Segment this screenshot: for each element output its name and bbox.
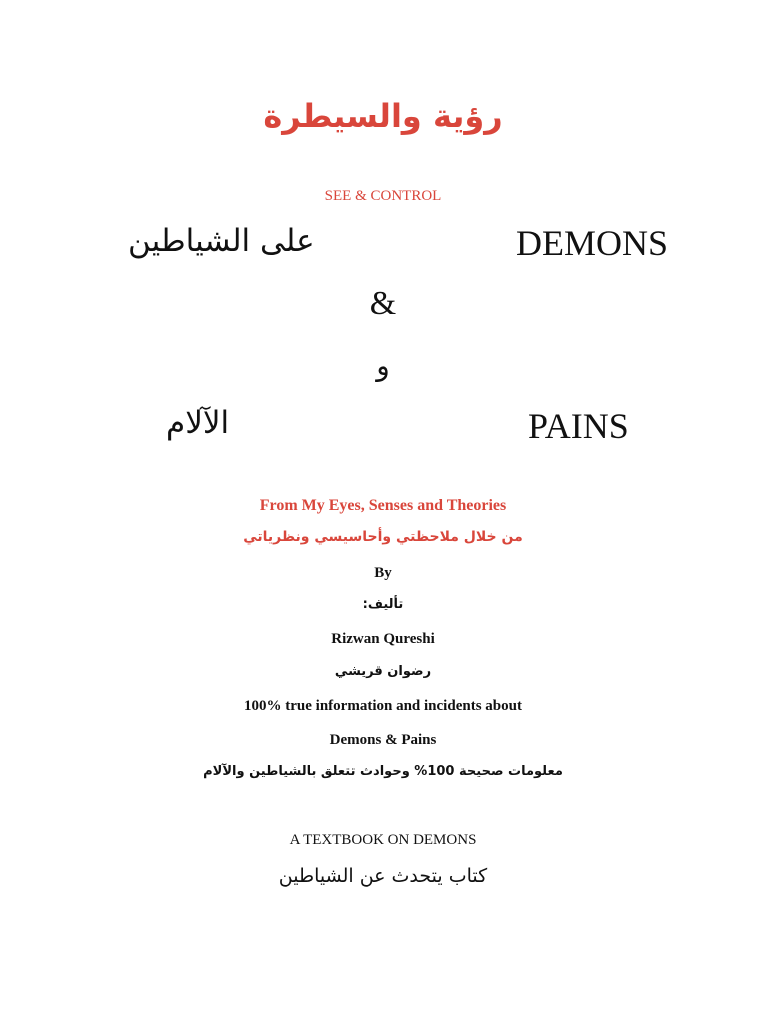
ampersand-symbol: & [369,285,397,322]
arabic-and-symbol: و [376,349,390,382]
textbook-english: A TEXTBOOK ON DEMONS [289,832,477,848]
by-english: By [374,565,392,581]
author-english: Rizwan Qureshi [331,631,435,647]
description-english-line2: Demons & Pains [329,732,437,748]
arabic-title: رؤية والسيطرة [263,97,503,135]
english-pains-line: PAINS [528,406,629,446]
by-arabic: تأليف: [362,597,404,612]
description-english-line1: 100% true information and incidents about [244,698,522,714]
english-subtitle: SEE & CONTROL [324,188,442,204]
source-english: From My Eyes, Senses and Theories [259,497,507,514]
english-demons-line: DEMONS [516,223,669,263]
author-arabic: رضوان قريشي [334,664,432,679]
description-arabic: معلومات صحيحة 100% وحوادث تتعلق بالشياطين والآلام [203,764,563,779]
textbook-arabic: كتاب يتحدث عن الشياطين [278,865,488,887]
arabic-pains-line: الآلام [166,405,230,441]
source-arabic: من خلال ملاحظتي وأحاسيسي ونظرياتي [243,529,523,545]
arabic-demons-line: على الشياطين [128,223,315,259]
